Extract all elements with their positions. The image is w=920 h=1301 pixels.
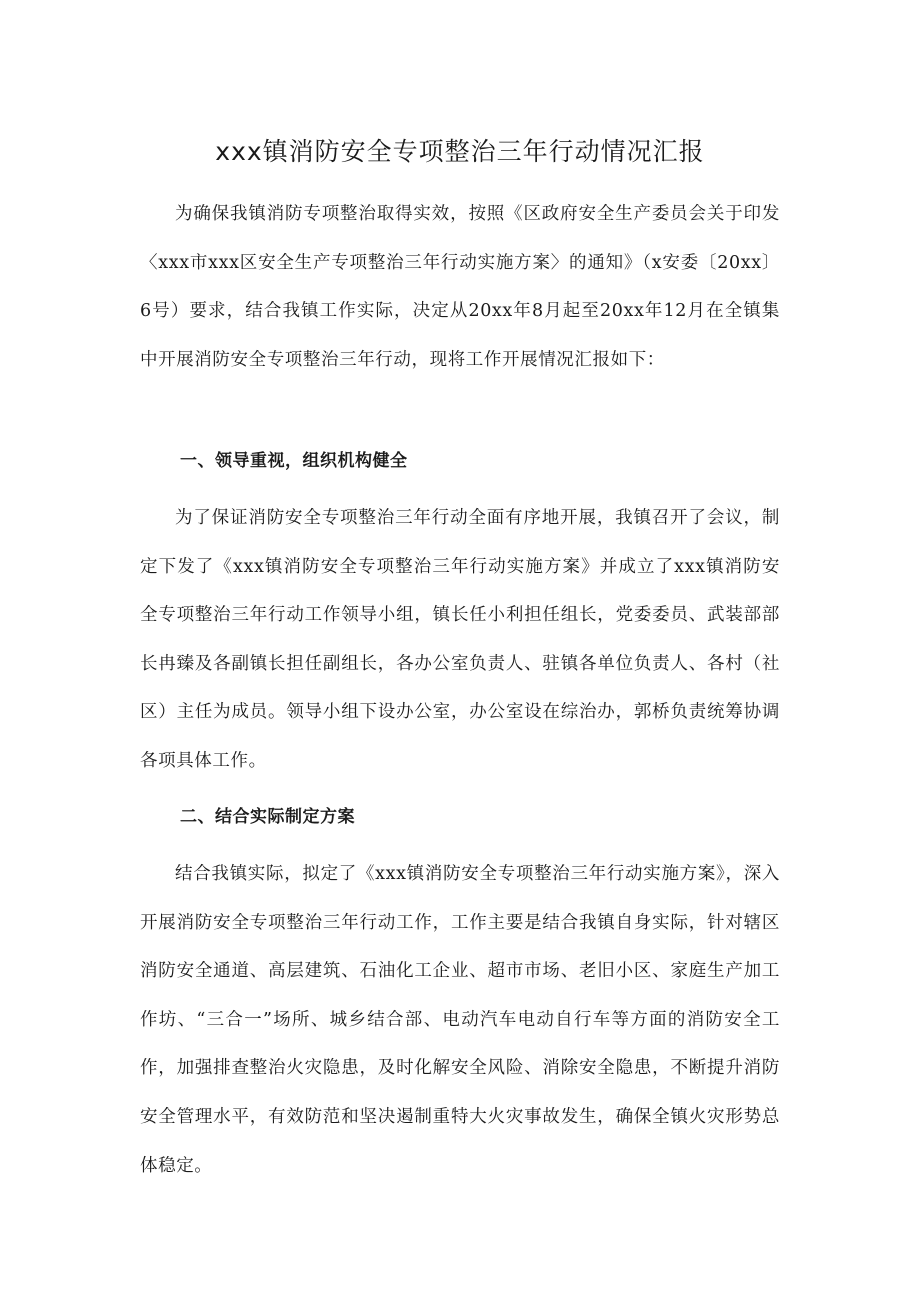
section-body-1: 为了保证消防安全专项整治三年行动全面有序地开展，我镇召开了会议，制定下发了《xxx镇消防安全专项整治三年行动实施方案》并成立了xxx镇消防安全专项整治三年行动工作领导小组，镇长任小利担任组长，党委委员、武装部部长冉臻及各副镇长担任副组长，各办公室负责人、驻镇各单位负责人、各村（社区）主任为成员。领导小组下设办公室，办公室设在综治办，郭桥负责统筹协调各项具体工作。 (140, 508, 780, 771)
section-body-2: 结合我镇实际，拟定了《xxx镇消防安全专项整治三年行动实施方案》，深入开展消防安全专项整治三年行动工作，工作主要是结合我镇自身实际，针对辖区消防安全通道、高层建筑、石油化工企业、超市市场、老旧小区、家庭生产加工作坊、“三合一”场所、城乡结合部、电动汽车电动自行车等方面的消防安全工作，加强排查整治火灾隐患，及时化解安全风险、消除安全隐患，不断提升消防安全管理水平，有效防范和坚决遏制重特大火灾事故发生，确保全镇火灾形势总体稳定。 (140, 864, 780, 1176)
intro-paragraph: 为确保我镇消防专项整治取得实效，按照《区政府安全生产委员会关于印发〈xxx市xxx区安全生产专项整治三年行动实施方案〉的通知》（x安委〔20xx〕6号）要求，结合我镇工作实际，决定从20xx年8月起至20xx年12月在全镇集中开展消防安全专项整治三年行动，现将工作开展情况汇报如下： (140, 204, 780, 370)
section-heading-2: 二、结合实际制定方案 (180, 807, 355, 827)
document-title: xxx镇消防安全专项整治三年行动情况汇报 (215, 137, 705, 166)
section-heading-1: 一、领导重视，组织机构健全 (180, 451, 408, 471)
